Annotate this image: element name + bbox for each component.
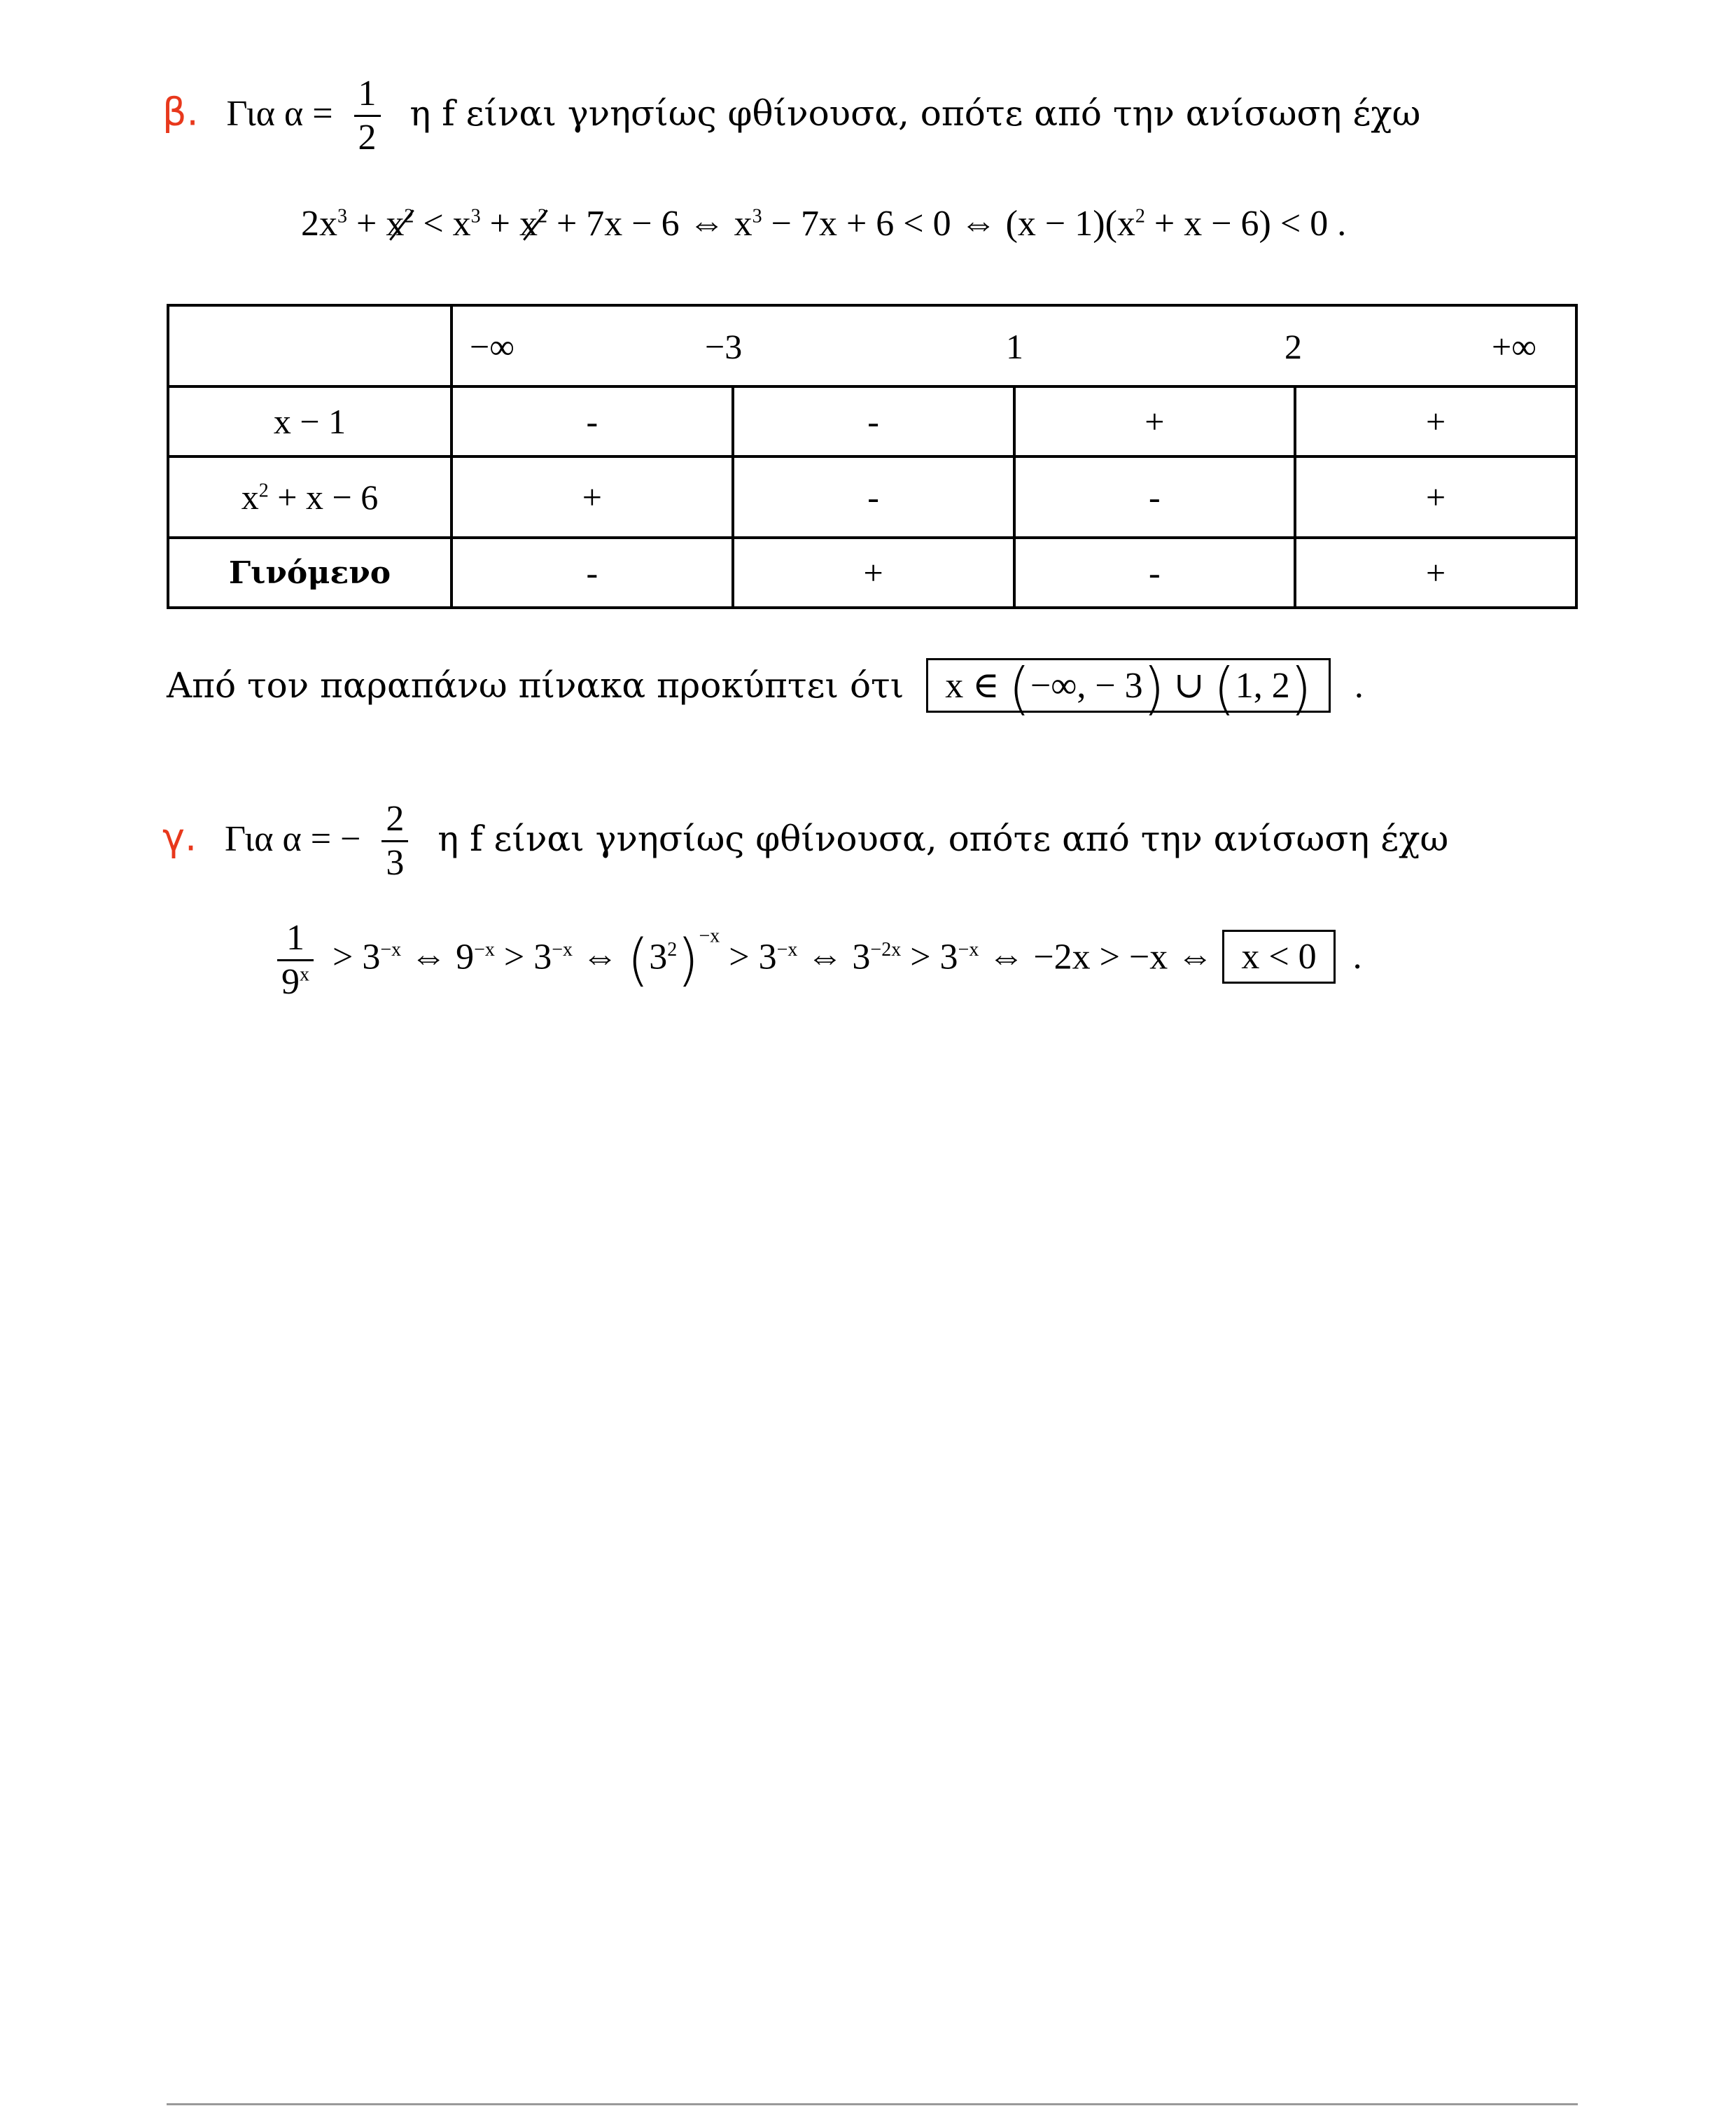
sign-cell: + (1295, 386, 1576, 456)
alpha-denominator-c: 3 (386, 843, 405, 883)
part-b-equation (301, 203, 1346, 244)
eq-op: + (356, 204, 377, 244)
answer-box-b (926, 656, 1331, 722)
alpha-numerator-b: 1 (354, 73, 381, 117)
frac-den-exp: x (300, 963, 309, 986)
part-b-intro-prefix: Για α = (226, 93, 333, 134)
table-row (168, 386, 1576, 456)
eq-exp: −x (776, 939, 798, 961)
root-label: −∞ (470, 327, 514, 366)
row-label-rest: + x − 6 (268, 477, 379, 517)
eq-exp: 2 (1135, 205, 1145, 228)
row-label-exp: 2 (258, 480, 269, 502)
eq-term: x (386, 204, 405, 244)
sign-table-header-row (168, 305, 1576, 386)
part-c-intro (162, 798, 1448, 884)
period: . (1352, 937, 1362, 977)
part-c-equation (277, 917, 1362, 1003)
sign-table-corner (168, 305, 451, 386)
eq-op: < x (423, 204, 471, 244)
eq-exp: 3 (337, 205, 347, 228)
union-symbol: ∪ (1173, 666, 1205, 706)
paren: ( (627, 927, 650, 993)
eq-exp: 2 (667, 939, 678, 961)
alpha-numerator-c: 2 (382, 798, 408, 842)
eq-exp: 2 (404, 205, 414, 228)
eq-exp: −2x (870, 939, 902, 961)
row-label-base: x (241, 477, 259, 517)
root-label: 2 (1284, 327, 1302, 366)
part-c-intro-suffix: η f είναι γνησίως φθίνουσα, οπότε από την ανίσωση έχω (438, 818, 1449, 859)
sign-cell: + (1295, 456, 1576, 538)
table-row (168, 538, 1576, 608)
eq-term: ⇔ 3 (806, 937, 871, 977)
eq-term: + x − 6) < 0 . (1154, 204, 1347, 244)
frac-den-base: 9 (281, 962, 300, 1002)
root-label: −3 (705, 327, 743, 366)
eq-term: 3 (649, 937, 668, 977)
sign-cell: + (1014, 386, 1296, 456)
eq-term: x (519, 204, 538, 244)
sign-cell: + (1295, 538, 1576, 608)
root-label: 1 (1006, 327, 1023, 366)
paren: ) (1289, 656, 1312, 722)
part-c-label: γ. (162, 815, 197, 860)
eq-op: + (489, 204, 510, 244)
sign-cell: + (733, 538, 1014, 608)
cancelled-term (519, 203, 547, 244)
sign-cell: + (451, 456, 733, 538)
eq-exp: 3 (470, 205, 481, 228)
root-label: +∞ (1492, 327, 1536, 366)
period: . (1354, 666, 1364, 706)
sign-cell: - (451, 386, 733, 456)
one-over-nine-x (277, 917, 314, 1003)
paren: ) (1142, 656, 1165, 722)
eq-term: ⇔ −2x > −x ⇔ (988, 937, 1214, 977)
alpha-denominator-b: 2 (358, 118, 377, 158)
answer-box-c: x < 0 (1222, 930, 1335, 984)
eq-exp: −x (958, 939, 979, 961)
eq-term: ⇔ 9 (410, 937, 475, 977)
eq-exp: −x (474, 939, 495, 961)
frac-denominator (277, 961, 314, 1003)
part-b-label: β. (162, 90, 199, 134)
conclusion-text: Από τον παραπάνω πίνακα προκύπτει ότι (167, 665, 904, 706)
conclusion-b (167, 656, 1364, 722)
eq-exp: 3 (752, 205, 762, 228)
eq-term: + 7x − 6 ⇔ x (556, 204, 752, 244)
eq-term: − 7x + 6 < 0 ⇔ (x − 1)(x (771, 204, 1135, 244)
part-b-intro-suffix: η f είναι γνησίως φθίνουσα, οπότε από την ανίσωση έχω (410, 92, 1421, 134)
sign-cell: - (451, 538, 733, 608)
eq-term: ⇔ (582, 937, 619, 977)
row-label (168, 456, 451, 538)
footer-divider (167, 2103, 1578, 2105)
row-label: x − 1 (168, 386, 451, 456)
paren: ( (1008, 656, 1030, 722)
interval-1: −∞, − 3 (1030, 666, 1143, 706)
eq-exp: 2 (537, 205, 547, 228)
part-c-intro-prefix: Για α = − (225, 818, 361, 859)
interval-2: 1, 2 (1235, 666, 1290, 706)
table-row (168, 456, 1576, 538)
eq-exp: −x (699, 925, 720, 947)
eq-term: > 3 (332, 937, 381, 977)
eq-exp: −x (552, 939, 573, 961)
paren: ) (677, 927, 699, 993)
cancelled-term (386, 203, 414, 244)
eq-term: > 3 (910, 937, 958, 977)
sign-cell: - (733, 386, 1014, 456)
sign-table (167, 304, 1578, 609)
row-label-product: Γινόμενο (168, 538, 451, 608)
alpha-fraction-c (382, 798, 408, 884)
eq-term: > 3 (729, 937, 777, 977)
sign-table-roots (451, 305, 1576, 386)
answer-prefix: x ∈ (945, 666, 1000, 706)
alpha-fraction-b (354, 73, 381, 159)
part-b-intro (162, 73, 1420, 159)
sign-cell: - (733, 456, 1014, 538)
eq-term: > 3 (503, 937, 552, 977)
eq-term: 2x (301, 204, 337, 244)
sign-cell: - (1014, 538, 1296, 608)
eq-exp: −x (380, 939, 402, 961)
paren: ( (1213, 656, 1236, 722)
sign-cell: - (1014, 456, 1296, 538)
frac-numerator: 1 (277, 917, 314, 961)
